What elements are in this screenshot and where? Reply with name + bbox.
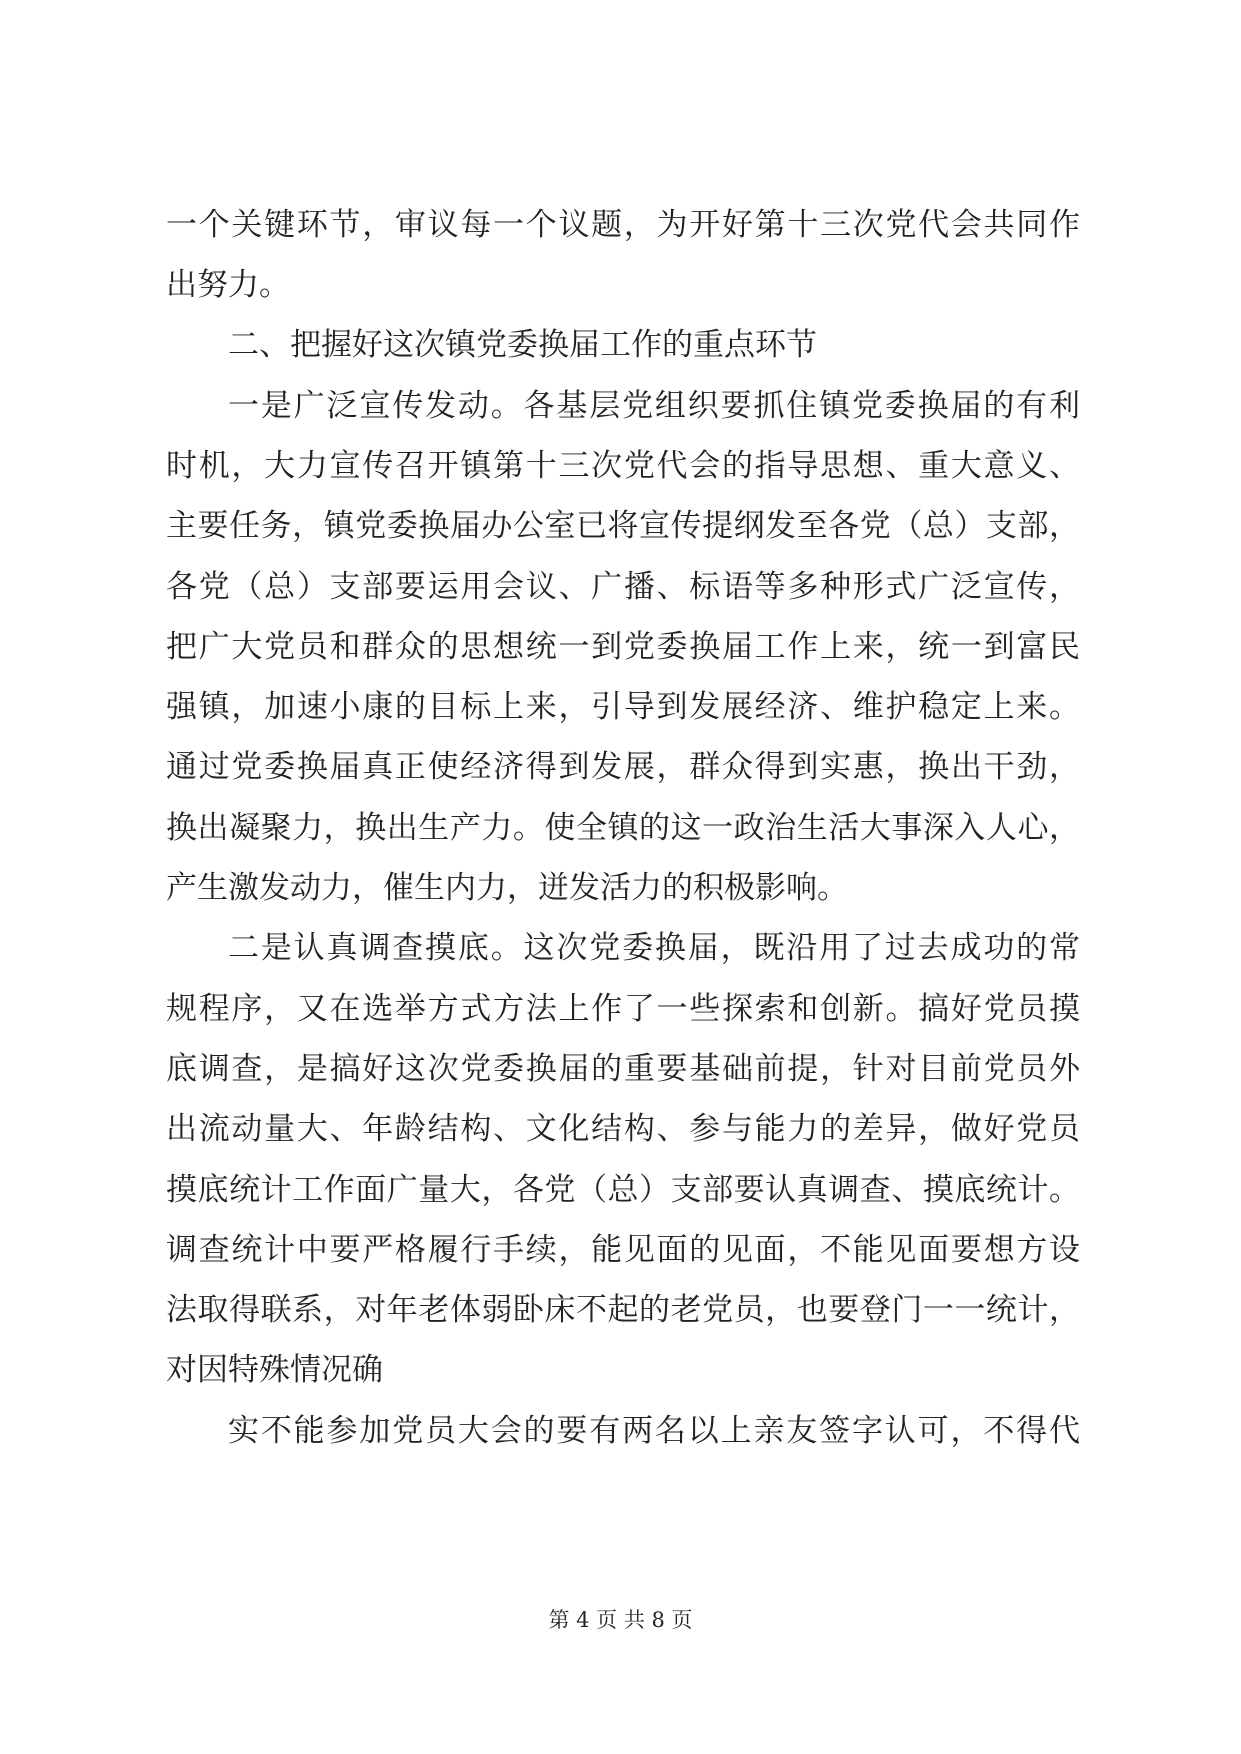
text-line-7: 各党（总）支部要运用会议、广播、标语等多种形式广泛宣传，	[166, 569, 1080, 605]
text-line-1: 一个关键环节，审议每一个议题，为开好第十三次党代会共同作	[166, 207, 1080, 243]
text-line-21: 实不能参加党员大会的要有两名以上亲友签字认可，不得代	[228, 1413, 1080, 1449]
text-line-18: 调查统计中要严格履行手续，能见面的见面，不能见面要想方设	[166, 1232, 1080, 1268]
text-line-19: 法取得联系，对年老体弱卧床不起的老党员，也要登门一一统计，	[166, 1292, 1080, 1328]
text-line-6: 主要任务，镇党委换届办公室已将宣传提纲发至各党（总）支部，	[166, 508, 1080, 544]
text-line-11: 换出凝聚力，换出生产力。使全镇的这一政治生活大事深入人心，	[166, 810, 1080, 846]
text-line-2: 出努力。	[166, 267, 290, 303]
text-line-13: 二是认真调查摸底。这次党委换届，既沿用了过去成功的常	[228, 930, 1080, 966]
section-heading: 二、把握好这次镇党委换届工作的重点环节	[228, 327, 817, 363]
text-line-9: 强镇，加速小康的目标上来，引导到发展经济、维护稳定上来。	[166, 689, 1080, 725]
text-line-4: 一是广泛宣传发动。各基层党组织要抓住镇党委换届的有利	[228, 388, 1080, 424]
text-line-14: 规程序，又在选举方式方法上作了一些探索和创新。搞好党员摸	[166, 991, 1080, 1027]
text-line-5: 时机，大力宣传召开镇第十三次党代会的指导思想、重大意义、	[166, 448, 1080, 484]
text-line-17: 摸底统计工作面广量大，各党（总）支部要认真调查、摸底统计。	[166, 1172, 1080, 1208]
text-line-20: 对因特殊情况确	[166, 1352, 383, 1388]
text-line-15: 底调查，是搞好这次党委换届的重要基础前提，针对目前党员外	[166, 1051, 1080, 1087]
text-line-12: 产生激发动力，催生内力，迸发活力的积极影响。	[166, 870, 848, 906]
text-line-8: 把广大党员和群众的思想统一到党委换届工作上来，统一到富民	[166, 629, 1080, 665]
page-number-footer: 第 4 页 共 8 页	[548, 1608, 693, 1632]
text-line-16: 出流动量大、年龄结构、文化结构、参与能力的差异，做好党员	[166, 1111, 1080, 1147]
text-line-10: 通过党委换届真正使经济得到发展，群众得到实惠，换出干劲，	[166, 749, 1080, 785]
